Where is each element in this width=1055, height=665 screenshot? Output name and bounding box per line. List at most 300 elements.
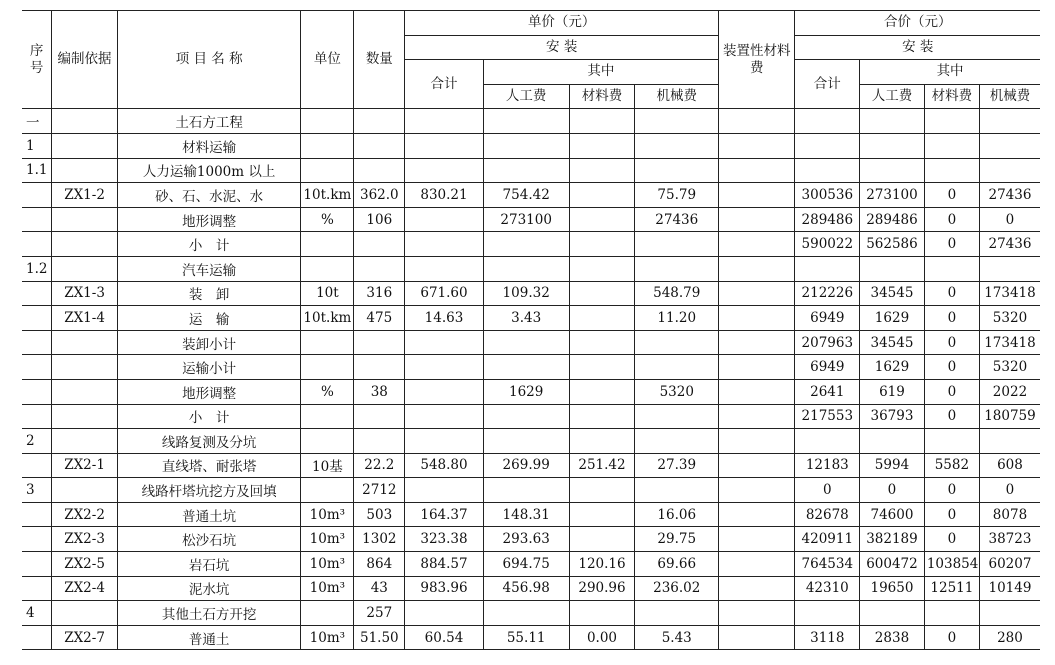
cell-seq: 1.2 [22,256,52,281]
table-row [22,330,1040,355]
cell-item-name: 运 输 [117,306,300,331]
table-row [22,281,1040,306]
cell-unit-price-total: 164.37 [405,502,483,527]
cell-seq [22,207,52,232]
header-machine-2: 机械费 [979,84,1040,109]
cell-unit-price-machine [635,256,719,281]
cell-unit-price-total [405,109,483,134]
cell-quantity: 38 [354,379,405,404]
cell-combined-labor: 1629 [860,355,925,380]
cell-combined-machine: 5320 [979,306,1040,331]
cell-unit-price-machine: 548.79 [635,281,719,306]
cell-unit-price-labor [483,330,569,355]
cell-combined-labor: 2838 [860,625,925,650]
cell-combined-material: 0 [924,330,979,355]
cell-combined-labor: 19650 [860,576,925,601]
cell-unit-price-material [569,232,635,257]
cell-seq [22,625,52,650]
cell-quantity [354,109,405,134]
cell-combined-material: 0 [924,404,979,429]
cell-combined-total: 300536 [795,183,860,208]
header-material-2: 材料费 [924,84,979,109]
cell-combined-material: 0 [924,306,979,331]
cell-seq: 1 [22,133,52,158]
cell-unit-price-material [569,601,635,626]
cell-unit: 10m³ [301,552,354,577]
cell-item-name: 线路复测及分坑 [117,429,300,454]
cell-item-name: 材料运输 [117,133,300,158]
cell-combined-material: 0 [924,207,979,232]
cell-basis: ZX1-2 [52,183,118,208]
cell-combined-labor: 619 [860,379,925,404]
cell-combined-material [924,601,979,626]
cell-unit [301,355,354,380]
cell-combined-machine [979,601,1040,626]
header-total-2: 合计 [795,60,860,109]
cell-quantity [354,256,405,281]
cell-unit-price-material [569,207,635,232]
cell-combined-material: 0 [924,379,979,404]
cell-unit-price-labor [483,109,569,134]
cell-quantity: 1302 [354,527,405,552]
table-row [22,601,1040,626]
cell-combined-total: 42310 [795,576,860,601]
cell-unit-price-labor: 55.11 [483,625,569,650]
cell-combined-total: 6949 [795,355,860,380]
cell-unit-price-labor [483,404,569,429]
header-of-which: 其中 [483,60,718,85]
cell-combined-material: 0 [924,355,979,380]
cell-unit-price-total [405,601,483,626]
cell-unit-price-machine: 16.06 [635,502,719,527]
cell-basis [52,429,118,454]
cell-item-name: 地形调整 [117,207,300,232]
cell-unit-price-labor: 269.99 [483,453,569,478]
cell-basis: ZX2-5 [52,552,118,577]
cell-device-material [719,207,795,232]
cell-device-material [719,601,795,626]
cell-device-material [719,379,795,404]
table-row [22,502,1040,527]
cell-unit-price-labor [483,601,569,626]
cell-combined-total [795,133,860,158]
cell-basis [52,133,118,158]
cell-basis [52,109,118,134]
cell-combined-total [795,601,860,626]
cell-combined-total [795,256,860,281]
cell-unit [301,133,354,158]
cell-unit-price-total [405,404,483,429]
cell-combined-machine: 38723 [979,527,1040,552]
cell-unit-price-machine: 5320 [635,379,719,404]
cell-unit-price-machine [635,404,719,429]
cell-combined-labor: 36793 [860,404,925,429]
cell-device-material [719,625,795,650]
header-material: 材料费 [569,84,635,109]
cell-unit-price-labor [483,429,569,454]
header-item-name: 项 目 名 称 [117,11,300,109]
cell-combined-material [924,158,979,183]
cell-combined-total: 289486 [795,207,860,232]
cell-unit: 10m³ [301,502,354,527]
cell-quantity: 2712 [354,478,405,503]
cell-item-name: 汽车运输 [117,256,300,281]
cell-unit-price-material [569,281,635,306]
cell-basis: ZX1-4 [52,306,118,331]
cell-combined-total [795,429,860,454]
cell-unit-price-total [405,207,483,232]
cell-device-material [719,527,795,552]
table-row [22,109,1040,134]
cell-combined-machine: 10149 [979,576,1040,601]
cell-unit-price-material [569,379,635,404]
cell-seq: 一 [22,109,52,134]
header-of-which-2: 其中 [860,60,1040,85]
cell-basis [52,404,118,429]
cell-combined-labor: 5994 [860,453,925,478]
cell-unit: 10t [301,281,354,306]
cell-combined-total: 764534 [795,552,860,577]
cell-unit-price-material: 290.96 [569,576,635,601]
cell-combined-machine: 608 [979,453,1040,478]
cell-unit-price-labor: 109.32 [483,281,569,306]
cell-item-name: 线路杆塔坑挖方及回填 [117,478,300,503]
cell-seq [22,330,52,355]
cell-seq [22,404,52,429]
cell-combined-material [924,256,979,281]
cell-item-name: 普通土坑 [117,502,300,527]
cell-quantity: 503 [354,502,405,527]
cell-unit [301,404,354,429]
cell-item-name: 小 计 [117,404,300,429]
cell-device-material [719,183,795,208]
cell-combined-machine: 27436 [979,232,1040,257]
cell-combined-material [924,109,979,134]
cell-basis: ZX2-3 [52,527,118,552]
cell-item-name: 装卸小计 [117,330,300,355]
cell-unit-price-total: 548.80 [405,453,483,478]
cell-quantity [354,330,405,355]
cell-device-material [719,232,795,257]
cell-basis [52,158,118,183]
cell-basis: ZX1-3 [52,281,118,306]
cell-unit-price-material: 120.16 [569,552,635,577]
table-row [22,552,1040,577]
cell-item-name: 地形调整 [117,379,300,404]
cell-combined-labor: 34545 [860,281,925,306]
cell-unit-price-total [405,379,483,404]
cell-unit [301,232,354,257]
cell-basis: ZX2-1 [52,453,118,478]
cell-combined-labor: 74600 [860,502,925,527]
cell-basis [52,355,118,380]
table-row [22,453,1040,478]
cell-unit-price-labor [483,232,569,257]
cell-combined-machine: 27436 [979,183,1040,208]
cell-unit-price-machine [635,158,719,183]
cell-unit: 10m³ [301,625,354,650]
cell-unit-price-total: 884.57 [405,552,483,577]
cell-combined-labor: 562586 [860,232,925,257]
cell-combined-material: 103854 [924,552,979,577]
cell-unit-price-machine [635,355,719,380]
cell-unit-price-total: 14.63 [405,306,483,331]
table-row [22,576,1040,601]
cell-basis [52,379,118,404]
cell-unit-price-material [569,306,635,331]
cell-quantity: 475 [354,306,405,331]
cell-combined-machine: 8078 [979,502,1040,527]
cell-unit-price-total [405,232,483,257]
cell-combined-material: 12511 [924,576,979,601]
header-unit: 单位 [301,11,354,109]
cell-combined-labor [860,256,925,281]
cell-seq: 1.1 [22,158,52,183]
cell-basis: ZX2-7 [52,625,118,650]
cell-unit-price-labor [483,478,569,503]
cell-seq: 2 [22,429,52,454]
cell-item-name: 装 卸 [117,281,300,306]
cell-unit-price-material [569,330,635,355]
cell-device-material [719,256,795,281]
table-body [22,109,1040,650]
cell-unit-price-total [405,133,483,158]
cell-unit-price-total: 323.38 [405,527,483,552]
header-labor: 人工费 [483,84,569,109]
cell-unit: 10t.km [301,306,354,331]
cell-combined-machine [979,109,1040,134]
cell-unit-price-machine [635,330,719,355]
cell-combined-machine [979,256,1040,281]
cell-basis: ZX2-4 [52,576,118,601]
cell-combined-labor: 273100 [860,183,925,208]
cell-quantity [354,404,405,429]
cell-unit-price-machine [635,232,719,257]
cell-unit-price-total [405,478,483,503]
cell-combined-machine: 180759 [979,404,1040,429]
header-device-material: 装置性材料费 [719,11,795,109]
cell-unit-price-machine [635,429,719,454]
cell-seq [22,183,52,208]
cell-combined-machine: 5320 [979,355,1040,380]
cell-unit-price-machine [635,478,719,503]
cell-quantity: 257 [354,601,405,626]
header-install-2: 安 装 [795,35,1040,60]
cell-unit-price-labor [483,158,569,183]
cell-combined-labor: 34545 [860,330,925,355]
cell-combined-material [924,429,979,454]
cell-item-name: 砂、石、水泥、水 [117,183,300,208]
table-header [22,11,1040,109]
cell-unit-price-total [405,355,483,380]
cell-quantity [354,355,405,380]
cell-item-name: 直线塔、耐张塔 [117,453,300,478]
table-row [22,404,1040,429]
cell-combined-total: 2641 [795,379,860,404]
table-row [22,256,1040,281]
cell-basis [52,478,118,503]
cell-combined-material: 0 [924,232,979,257]
cell-quantity: 864 [354,552,405,577]
cell-unit-price-total [405,158,483,183]
cell-unit-price-total: 671.60 [405,281,483,306]
header-seq: 序号 [22,11,52,109]
cell-unit-price-labor: 148.31 [483,502,569,527]
cell-combined-labor: 1629 [860,306,925,331]
cell-unit-price-material [569,109,635,134]
cell-device-material [719,158,795,183]
cell-unit-price-machine: 27.39 [635,453,719,478]
cell-unit: 10基 [301,453,354,478]
cell-item-name: 运输小计 [117,355,300,380]
cell-seq [22,502,52,527]
cell-quantity: 362.0 [354,183,405,208]
cell-item-name: 泥水坑 [117,576,300,601]
cell-seq [22,453,52,478]
cell-combined-machine: 0 [979,478,1040,503]
cell-quantity: 51.50 [354,625,405,650]
cell-quantity: 106 [354,207,405,232]
cell-device-material [719,429,795,454]
cell-unit-price-total: 983.96 [405,576,483,601]
cell-quantity [354,158,405,183]
cell-unit [301,429,354,454]
cell-combined-machine [979,158,1040,183]
cell-unit [301,601,354,626]
cell-combined-total: 420911 [795,527,860,552]
cell-combined-total: 82678 [795,502,860,527]
cell-item-name: 普通土 [117,625,300,650]
cell-unit: 10m³ [301,527,354,552]
cell-unit-price-machine: 27436 [635,207,719,232]
cell-combined-material: 0 [924,527,979,552]
cell-unit-price-labor: 694.75 [483,552,569,577]
cell-unit-price-machine [635,601,719,626]
cell-combined-total [795,158,860,183]
cell-unit-price-machine: 69.66 [635,552,719,577]
cell-unit [301,256,354,281]
table-row [22,232,1040,257]
cell-unit-price-total [405,429,483,454]
cell-combined-material: 0 [924,625,979,650]
cell-item-name: 松沙石坑 [117,527,300,552]
cell-combined-machine: 173418 [979,281,1040,306]
cell-device-material [719,133,795,158]
cell-unit-price-material [569,404,635,429]
cell-seq: 4 [22,601,52,626]
cell-unit-price-total [405,256,483,281]
estimate-table-container [22,10,1040,650]
cell-seq [22,576,52,601]
cell-basis [52,330,118,355]
table-row [22,158,1040,183]
cell-combined-total: 207963 [795,330,860,355]
cell-unit: 10m³ [301,576,354,601]
cell-combined-machine: 2022 [979,379,1040,404]
cell-unit-price-material [569,133,635,158]
header-labor-2: 人工费 [860,84,925,109]
cell-item-name: 人力运输1000m 以上 [117,158,300,183]
cell-seq [22,281,52,306]
cell-combined-machine [979,429,1040,454]
cell-basis [52,256,118,281]
cell-combined-labor: 382189 [860,527,925,552]
cell-combined-machine: 173418 [979,330,1040,355]
cell-unit-price-machine: 75.79 [635,183,719,208]
cell-combined-machine: 60207 [979,552,1040,577]
cell-combined-labor [860,133,925,158]
cell-device-material [719,576,795,601]
header-basis: 编制依据 [52,11,118,109]
cell-combined-total: 217553 [795,404,860,429]
cell-unit-price-total: 830.21 [405,183,483,208]
cell-unit [301,109,354,134]
cell-unit-price-material [569,183,635,208]
cell-unit-price-machine [635,109,719,134]
table-row [22,429,1040,454]
cell-device-material [719,330,795,355]
table-row [22,207,1040,232]
cell-seq [22,306,52,331]
header-quantity: 数量 [354,11,405,109]
cell-unit-price-labor [483,355,569,380]
cell-unit: 10t.km [301,183,354,208]
cell-unit-price-material [569,158,635,183]
cell-device-material [719,502,795,527]
cell-device-material [719,109,795,134]
cell-unit-price-machine: 11.20 [635,306,719,331]
cell-combined-machine [979,133,1040,158]
header-total: 合计 [405,60,483,109]
cell-unit-price-material [569,527,635,552]
cell-quantity: 22.2 [354,453,405,478]
cell-unit-price-total: 60.54 [405,625,483,650]
cell-unit: % [301,207,354,232]
cell-basis: ZX2-2 [52,502,118,527]
cell-unit-price-material [569,256,635,281]
cell-combined-labor [860,158,925,183]
cell-unit-price-labor: 456.98 [483,576,569,601]
cell-seq [22,355,52,380]
cell-combined-material [924,133,979,158]
cell-basis [52,207,118,232]
header-combined-price: 合价（元） [795,11,1040,36]
cell-unit-price-labor [483,133,569,158]
header-machine: 机械费 [635,84,719,109]
estimate-table [22,10,1040,650]
cell-unit: % [301,379,354,404]
cell-combined-material: 5582 [924,453,979,478]
cell-unit-price-material: 251.42 [569,453,635,478]
cell-seq [22,232,52,257]
cell-basis [52,232,118,257]
table-row [22,625,1040,650]
header-install: 安 装 [405,35,719,60]
cell-item-name: 其他土石方开挖 [117,601,300,626]
cell-combined-material: 0 [924,478,979,503]
cell-unit [301,330,354,355]
table-row [22,379,1040,404]
cell-unit-price-material [569,429,635,454]
cell-combined-labor: 600472 [860,552,925,577]
cell-unit-price-machine: 236.02 [635,576,719,601]
cell-unit-price-total [405,330,483,355]
cell-device-material [719,453,795,478]
cell-combined-labor [860,601,925,626]
cell-combined-total: 0 [795,478,860,503]
cell-item-name: 小 计 [117,232,300,257]
cell-device-material [719,552,795,577]
